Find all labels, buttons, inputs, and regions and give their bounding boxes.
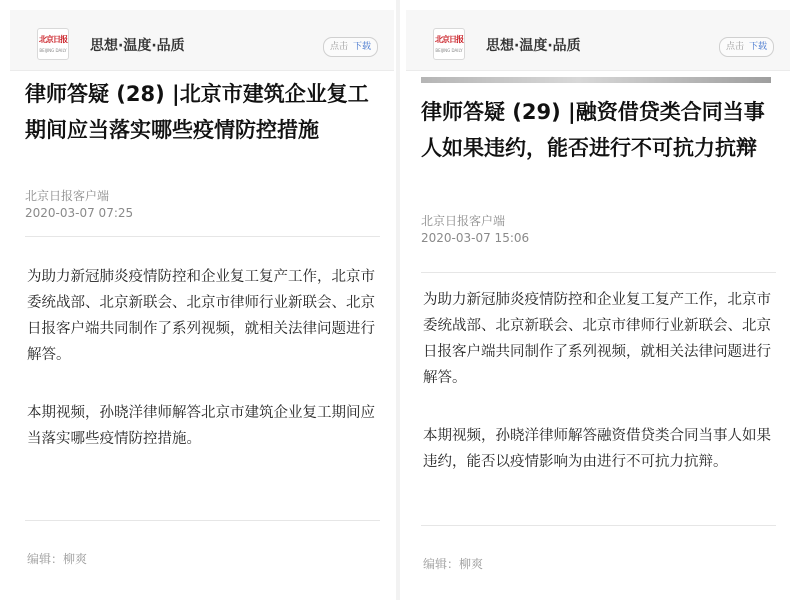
app-slogan: 思想·温度·品质 (90, 38, 185, 54)
article-paragraph: 为助力新冠肺炎疫情防控和企业复工复产工作，北京市委统战部、北京新联会、北京市律师行业新联会、北京日报客户端共同制作了系列视频，就相关法律问题进行解答。 (423, 292, 771, 386)
open-label: 点击 (329, 42, 348, 52)
download-app-button[interactable] (719, 37, 774, 57)
article-paragraph: 本期视频，孙晓洋律师解答北京市建筑企业复工期间应当落实哪些疫情防控措施。 (27, 405, 375, 447)
app-header (10, 10, 394, 71)
logo-wordmark: 北京日报 (39, 34, 67, 44)
logo-subtext: BEIJING DAILY (435, 48, 463, 53)
article-paragraph: 本期视频，孙晓洋律师解答融资借贷类合同当事人如果违约，能否以疫情影响为由进行不可抗力抗辩。 (423, 428, 771, 470)
article-datetime: 2020-03-07 07:25 (25, 206, 134, 220)
separator (421, 272, 776, 273)
beijing-daily-logo[interactable] (37, 28, 69, 60)
article-editor: 编辑：柳爽 (27, 552, 88, 566)
image-strip (421, 77, 771, 83)
article-title: 律师答疑 (28) |北京市建筑企业复工期间应当落实哪些疫情防控措施 (25, 82, 369, 142)
article-source: 北京日报客户端 (25, 189, 110, 203)
download-label: 下载 (352, 42, 371, 52)
app-header (406, 10, 790, 71)
separator (25, 236, 380, 237)
article-title: 律师答疑 (29) |融资借贷类合同当事人如果违约，能否进行不可抗力抗辩 (421, 100, 765, 160)
app-slogan: 思想·温度·品质 (486, 38, 581, 54)
article-paragraph: 为助力新冠肺炎疫情防控和企业复工复产工作，北京市委统战部、北京新联会、北京市律师行业新联会、北京日报客户端共同制作了系列视频，就相关法律问题进行解答。 (27, 269, 375, 363)
logo-wordmark: 北京日报 (435, 34, 463, 44)
article-source: 北京日报客户端 (421, 214, 506, 228)
separator (421, 525, 776, 526)
download-app-button[interactable] (323, 37, 378, 57)
open-label: 点击 (725, 42, 744, 52)
separator (25, 520, 380, 521)
panel-divider (396, 0, 400, 600)
beijing-daily-logo[interactable] (433, 28, 465, 60)
article-screen-right (406, 10, 790, 594)
article-screen-left (10, 10, 394, 594)
download-label: 下载 (748, 42, 767, 52)
article-datetime: 2020-03-07 15:06 (421, 231, 530, 245)
logo-subtext: BEIJING DAILY (39, 48, 67, 53)
article-editor: 编辑：柳爽 (423, 557, 484, 571)
